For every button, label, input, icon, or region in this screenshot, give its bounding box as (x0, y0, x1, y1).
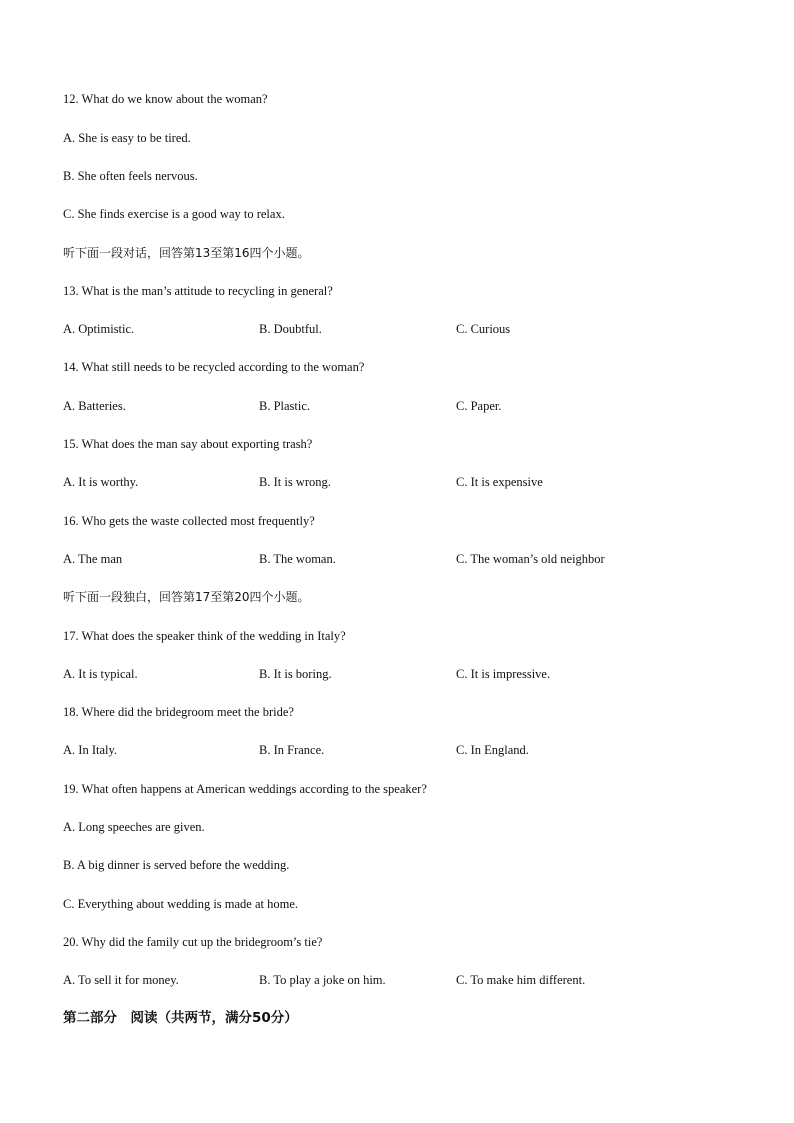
question-19-option-a: A. Long speeches are given. (63, 820, 205, 834)
question-18-option-c: C. In England. (456, 743, 529, 757)
question-15-option-b: B. It is wrong. (259, 475, 331, 489)
dialog-instruction-13-16: 听下面一段对话，回答第13至第16四个小题。 (63, 246, 310, 260)
question-12-option-b: B. She often feels nervous. (63, 169, 198, 183)
question-17-option-a: A. It is typical. (63, 667, 138, 681)
question-18-option-b: B. In France. (259, 743, 325, 757)
question-20-stem: 20. Why did the family cut up the bridegroom’s tie? (63, 935, 323, 949)
monologue-instruction-17-20: 听下面一段独白，回答第17至第20四个小题。 (63, 590, 310, 604)
question-17-option-b: B. It is boring. (259, 667, 332, 681)
question-15-option-a: A. It is worthy. (63, 475, 139, 489)
question-20-option-b: B. To play a joke on him. (259, 973, 386, 987)
question-16-stem: 16. Who gets the waste collected most frequently? (63, 514, 315, 528)
question-15-stem: 15. What does the man say about exporting trash? (63, 437, 313, 451)
question-20-option-c: C. To make him different. (456, 973, 586, 987)
question-13-option-c: C. Curious (456, 322, 511, 336)
question-18-stem: 18. Where did the bridegroom meet the bride? (63, 705, 294, 719)
question-18-option-a: A. In Italy. (63, 743, 118, 757)
question-19-option-b: B. A big dinner is served before the wedding. (63, 858, 290, 872)
question-16-option-c: C. The woman’s old neighbor (456, 552, 605, 566)
question-13-stem: 13. What is the man’s attitude to recycling in general? (63, 284, 333, 298)
question-16-option-a: A. The man (63, 552, 123, 566)
question-15-option-c: C. It is expensive (456, 475, 543, 489)
question-12-option-c: C. She finds exercise is a good way to relax. (63, 207, 285, 221)
question-14-option-c: C. Paper. (456, 399, 502, 413)
question-20-option-a: A. To sell it for money. (63, 973, 179, 987)
question-19-option-c: C. Everything about wedding is made at home. (63, 897, 299, 911)
question-13-option-b: B. Doubtful. (259, 322, 322, 336)
question-14-option-b: B. Plastic. (259, 399, 311, 413)
question-16-option-b: B. The woman. (259, 552, 336, 566)
question-14-option-a: A. Batteries. (63, 399, 126, 413)
question-14-stem: 14. What still needs to be recycled according to the woman? (63, 360, 365, 374)
question-19-stem: 19. What often happens at American weddings according to the speaker? (63, 782, 427, 796)
question-13-option-a: A. Optimistic. (63, 322, 135, 336)
question-12-stem: 12. What do we know about the woman? (63, 92, 268, 106)
question-12-option-a: A. She is easy to be tired. (63, 131, 191, 145)
section-heading-reading: 第二部分 阅读（共两节，满分50分） (63, 1010, 298, 1026)
question-17-stem: 17. What does the speaker think of the wedding in Italy? (63, 629, 346, 643)
question-17-option-c: C. It is impressive. (456, 667, 551, 681)
